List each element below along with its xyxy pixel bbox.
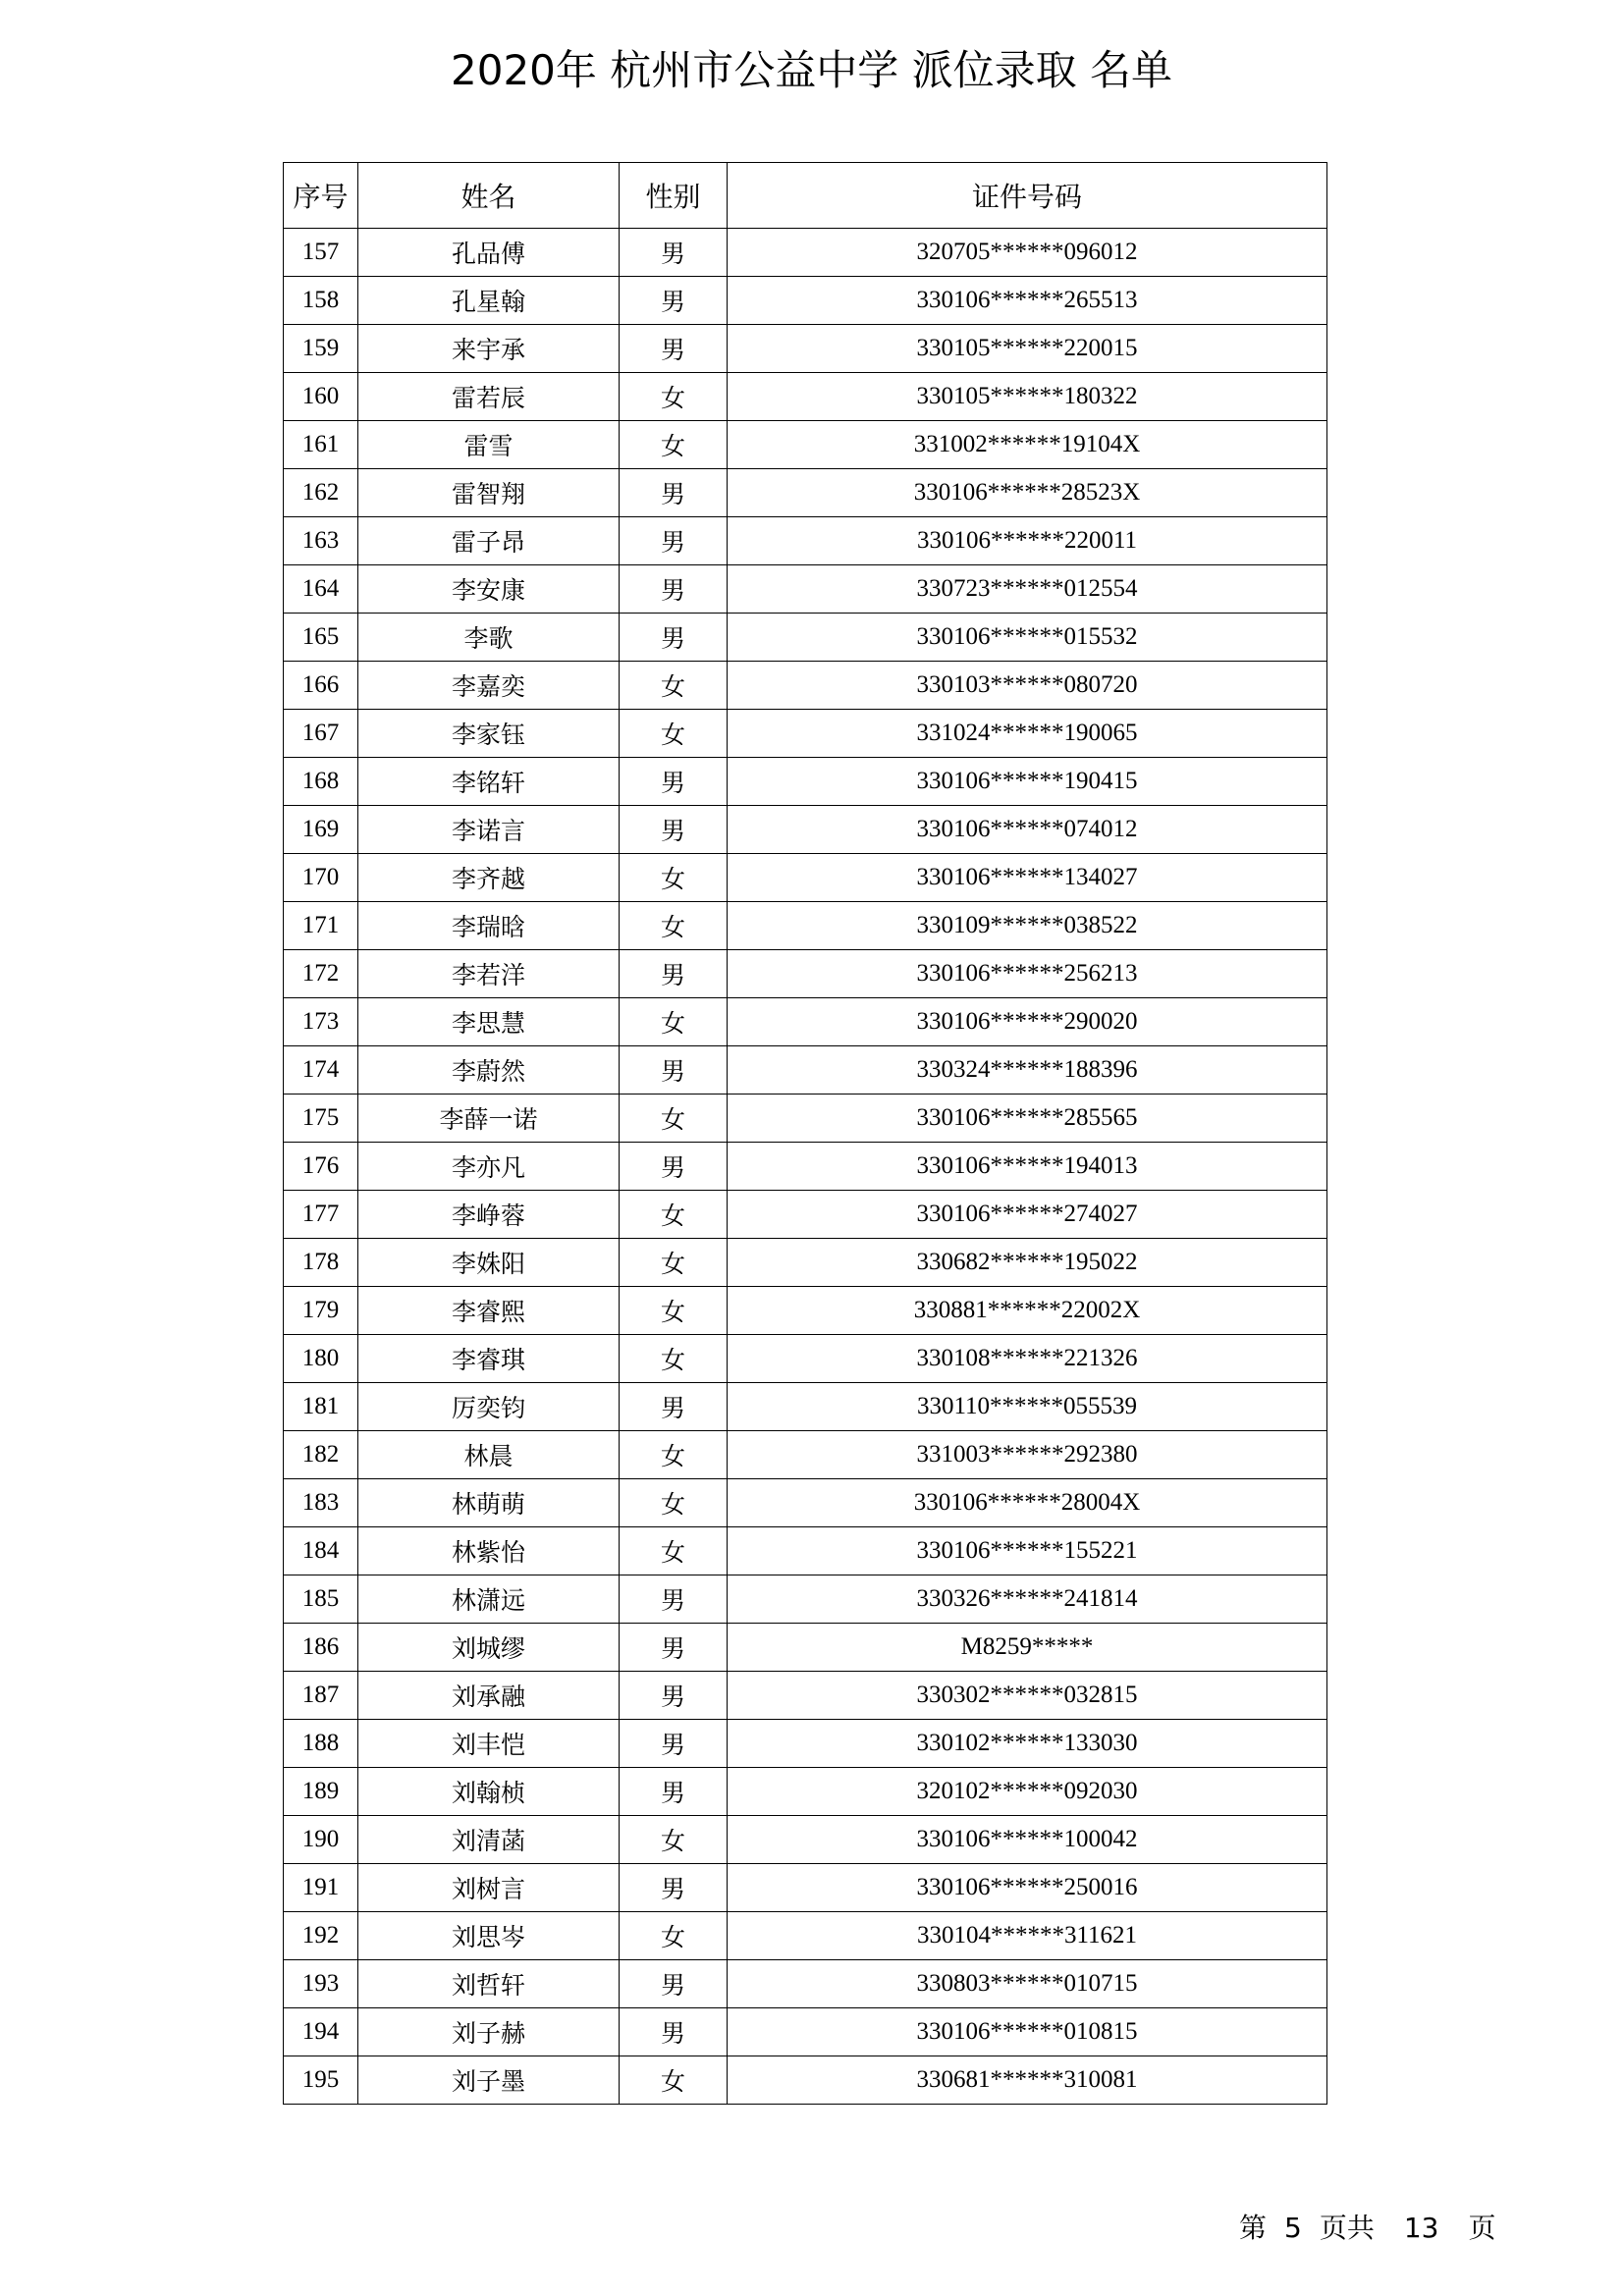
row-gender: 女 — [620, 1816, 728, 1864]
row-gender: 女 — [620, 1335, 728, 1383]
row-gender: 男 — [620, 1864, 728, 1912]
table-row — [284, 1431, 1327, 1479]
row-gender: 男 — [620, 469, 728, 517]
row-name: 刘清菡 — [358, 1816, 620, 1864]
row-id-number: 320705******096012 — [728, 229, 1327, 277]
table-row — [284, 1816, 1327, 1864]
row-seq: 187 — [284, 1672, 358, 1720]
row-id-number: 330106******010815 — [728, 2008, 1327, 2056]
row-name: 李安康 — [358, 565, 620, 614]
header-seq: 序号 — [284, 163, 358, 229]
row-id-number: 330682******195022 — [728, 1239, 1327, 1287]
row-name: 李瑞晗 — [358, 902, 620, 950]
row-gender: 男 — [620, 758, 728, 806]
row-seq: 172 — [284, 950, 358, 998]
header-name: 姓名 — [358, 163, 620, 229]
table-row — [284, 373, 1327, 421]
row-name: 林潇远 — [358, 1575, 620, 1624]
table-row — [284, 1527, 1327, 1575]
row-seq: 182 — [284, 1431, 358, 1479]
table-row — [284, 1095, 1327, 1143]
table-row — [284, 2008, 1327, 2056]
row-seq: 171 — [284, 902, 358, 950]
row-name: 刘城缪 — [358, 1624, 620, 1672]
row-id-number: 330881******22002X — [728, 1287, 1327, 1335]
row-gender: 女 — [620, 1527, 728, 1575]
table-row — [284, 517, 1327, 565]
row-seq: 183 — [284, 1479, 358, 1527]
row-name: 李亦凡 — [358, 1143, 620, 1191]
row-id-number: 330105******220015 — [728, 325, 1327, 373]
row-id-number: 330106******194013 — [728, 1143, 1327, 1191]
row-seq: 189 — [284, 1768, 358, 1816]
row-name: 刘子赫 — [358, 2008, 620, 2056]
row-id-number: 331024******190065 — [728, 710, 1327, 758]
row-gender: 男 — [620, 565, 728, 614]
row-name: 李歌 — [358, 614, 620, 662]
row-seq: 164 — [284, 565, 358, 614]
row-name: 李嘉奕 — [358, 662, 620, 710]
table-row — [284, 902, 1327, 950]
row-id-number: M8259***** — [728, 1624, 1327, 1672]
row-gender: 女 — [620, 2056, 728, 2105]
row-gender: 男 — [620, 517, 728, 565]
row-id-number: 330106******015532 — [728, 614, 1327, 662]
row-seq: 178 — [284, 1239, 358, 1287]
table-row — [284, 1575, 1327, 1624]
row-seq: 195 — [284, 2056, 358, 2105]
row-id-number: 330106******256213 — [728, 950, 1327, 998]
table-row — [284, 662, 1327, 710]
table-row — [284, 421, 1327, 469]
row-id-number: 330106******285565 — [728, 1095, 1327, 1143]
row-seq: 185 — [284, 1575, 358, 1624]
row-seq: 191 — [284, 1864, 358, 1912]
row-id-number: 330103******080720 — [728, 662, 1327, 710]
row-seq: 181 — [284, 1383, 358, 1431]
table-row — [284, 229, 1327, 277]
row-gender: 女 — [620, 1095, 728, 1143]
row-name: 林晨 — [358, 1431, 620, 1479]
row-name: 林紫怡 — [358, 1527, 620, 1575]
row-gender: 女 — [620, 902, 728, 950]
row-name: 李蔚然 — [358, 1046, 620, 1095]
table-row — [284, 469, 1327, 517]
row-gender: 女 — [620, 1239, 728, 1287]
row-seq: 159 — [284, 325, 358, 373]
row-name: 刘树言 — [358, 1864, 620, 1912]
row-gender: 女 — [620, 1287, 728, 1335]
row-gender: 女 — [620, 998, 728, 1046]
row-seq: 167 — [284, 710, 358, 758]
table-row — [284, 758, 1327, 806]
table-row — [284, 1912, 1327, 1960]
row-seq: 165 — [284, 614, 358, 662]
table-row — [284, 1335, 1327, 1383]
table-row — [284, 1864, 1327, 1912]
row-gender: 男 — [620, 1720, 728, 1768]
row-id-number: 330106******100042 — [728, 1816, 1327, 1864]
row-gender: 女 — [620, 1479, 728, 1527]
admission-roster-table — [283, 162, 1327, 2105]
row-gender: 男 — [620, 1672, 728, 1720]
table-row — [284, 710, 1327, 758]
row-gender: 男 — [620, 806, 728, 854]
row-gender: 男 — [620, 1624, 728, 1672]
table-row — [284, 1672, 1327, 1720]
row-id-number: 330110******055539 — [728, 1383, 1327, 1431]
row-name: 李思慧 — [358, 998, 620, 1046]
row-id-number: 330106******220011 — [728, 517, 1327, 565]
table-row — [284, 854, 1327, 902]
row-name: 李铭轩 — [358, 758, 620, 806]
table-row — [284, 2056, 1327, 2105]
table-header-row — [284, 163, 1327, 229]
row-name: 刘哲轩 — [358, 1960, 620, 2008]
row-id-number: 330102******133030 — [728, 1720, 1327, 1768]
row-id-number: 330109******038522 — [728, 902, 1327, 950]
footer-total-pages: 13 — [1403, 2212, 1439, 2244]
row-gender: 女 — [620, 373, 728, 421]
row-name: 刘子墨 — [358, 2056, 620, 2105]
row-gender: 女 — [620, 1912, 728, 1960]
row-name: 雷子昂 — [358, 517, 620, 565]
row-gender: 男 — [620, 1960, 728, 2008]
row-seq: 166 — [284, 662, 358, 710]
row-id-number: 320102******092030 — [728, 1768, 1327, 1816]
row-gender: 女 — [620, 710, 728, 758]
table-row — [284, 806, 1327, 854]
header-id-number: 证件号码 — [728, 163, 1327, 229]
row-seq: 194 — [284, 2008, 358, 2056]
table-row — [284, 1383, 1327, 1431]
row-gender: 男 — [620, 229, 728, 277]
row-name: 李齐越 — [358, 854, 620, 902]
row-id-number: 330105******180322 — [728, 373, 1327, 421]
row-gender: 男 — [620, 1143, 728, 1191]
row-gender: 男 — [620, 1383, 728, 1431]
row-id-number: 330324******188396 — [728, 1046, 1327, 1095]
row-name: 孔星翰 — [358, 277, 620, 325]
row-seq: 177 — [284, 1191, 358, 1239]
page-title: 2020年 杭州市公益中学 派位录取 名单 — [451, 46, 1172, 94]
table-row — [284, 325, 1327, 373]
table-row — [284, 565, 1327, 614]
row-name: 李睿熙 — [358, 1287, 620, 1335]
row-name: 李诺言 — [358, 806, 620, 854]
row-seq: 180 — [284, 1335, 358, 1383]
row-seq: 158 — [284, 277, 358, 325]
row-gender: 男 — [620, 2008, 728, 2056]
row-name: 雷雪 — [358, 421, 620, 469]
page-footer — [1239, 2207, 1496, 2246]
row-seq: 163 — [284, 517, 358, 565]
footer-suffix: 页 — [1468, 2212, 1496, 2244]
header-gender: 性别 — [620, 163, 728, 229]
row-gender: 男 — [620, 325, 728, 373]
table-row — [284, 1287, 1327, 1335]
row-seq: 174 — [284, 1046, 358, 1095]
row-name: 孔品傅 — [358, 229, 620, 277]
footer-prefix: 第 — [1239, 2212, 1268, 2244]
row-gender: 男 — [620, 1768, 728, 1816]
row-seq: 184 — [284, 1527, 358, 1575]
row-seq: 173 — [284, 998, 358, 1046]
row-name: 刘丰恺 — [358, 1720, 620, 1768]
row-id-number: 331002******19104X — [728, 421, 1327, 469]
row-name: 李睿琪 — [358, 1335, 620, 1383]
row-id-number: 331003******292380 — [728, 1431, 1327, 1479]
row-seq: 170 — [284, 854, 358, 902]
row-name: 来宇承 — [358, 325, 620, 373]
table-row — [284, 1239, 1327, 1287]
table-row — [284, 1143, 1327, 1191]
row-seq: 193 — [284, 1960, 358, 2008]
row-id-number: 330106******155221 — [728, 1527, 1327, 1575]
row-seq: 160 — [284, 373, 358, 421]
row-id-number: 330106******274027 — [728, 1191, 1327, 1239]
row-id-number: 330108******221326 — [728, 1335, 1327, 1383]
table-row — [284, 1624, 1327, 1672]
row-seq: 157 — [284, 229, 358, 277]
row-seq: 190 — [284, 1816, 358, 1864]
row-seq: 175 — [284, 1095, 358, 1143]
row-name: 雷若辰 — [358, 373, 620, 421]
footer-middle: 页共 — [1319, 2212, 1375, 2244]
table-row — [284, 1960, 1327, 2008]
table-row — [284, 950, 1327, 998]
row-name: 李若洋 — [358, 950, 620, 998]
table-body — [284, 229, 1327, 2105]
table-row — [284, 277, 1327, 325]
row-name: 林萌萌 — [358, 1479, 620, 1527]
row-name: 李家钰 — [358, 710, 620, 758]
row-name: 李薛一诺 — [358, 1095, 620, 1143]
row-seq: 192 — [284, 1912, 358, 1960]
row-id-number: 330106******290020 — [728, 998, 1327, 1046]
row-id-number: 330681******310081 — [728, 2056, 1327, 2105]
row-id-number: 330106******28523X — [728, 469, 1327, 517]
row-name: 李姝阳 — [358, 1239, 620, 1287]
row-seq: 176 — [284, 1143, 358, 1191]
row-id-number: 330723******012554 — [728, 565, 1327, 614]
row-name: 刘承融 — [358, 1672, 620, 1720]
row-gender: 女 — [620, 1431, 728, 1479]
row-id-number: 330104******311621 — [728, 1912, 1327, 1960]
row-id-number: 330302******032815 — [728, 1672, 1327, 1720]
row-gender: 男 — [620, 614, 728, 662]
footer-current-page: 5 — [1284, 2212, 1302, 2244]
row-id-number: 330106******190415 — [728, 758, 1327, 806]
row-seq: 188 — [284, 1720, 358, 1768]
row-gender: 男 — [620, 1046, 728, 1095]
row-gender: 男 — [620, 950, 728, 998]
row-seq: 168 — [284, 758, 358, 806]
table-row — [284, 1191, 1327, 1239]
row-gender: 女 — [620, 662, 728, 710]
table-row — [284, 1768, 1327, 1816]
row-id-number: 330803******010715 — [728, 1960, 1327, 2008]
table-row — [284, 614, 1327, 662]
row-id-number: 330326******241814 — [728, 1575, 1327, 1624]
table-row — [284, 998, 1327, 1046]
row-seq: 162 — [284, 469, 358, 517]
row-seq: 169 — [284, 806, 358, 854]
table-row — [284, 1479, 1327, 1527]
row-gender: 女 — [620, 854, 728, 902]
row-gender: 女 — [620, 1191, 728, 1239]
table-row — [284, 1720, 1327, 1768]
row-id-number: 330106******265513 — [728, 277, 1327, 325]
row-gender: 男 — [620, 1575, 728, 1624]
row-name: 雷智翔 — [358, 469, 620, 517]
row-id-number: 330106******250016 — [728, 1864, 1327, 1912]
row-id-number: 330106******134027 — [728, 854, 1327, 902]
table-row — [284, 1046, 1327, 1095]
row-name: 李峥蓉 — [358, 1191, 620, 1239]
row-gender: 女 — [620, 421, 728, 469]
row-id-number: 330106******28004X — [728, 1479, 1327, 1527]
row-seq: 179 — [284, 1287, 358, 1335]
row-seq: 186 — [284, 1624, 358, 1672]
row-name: 厉奕钧 — [358, 1383, 620, 1431]
row-gender: 男 — [620, 277, 728, 325]
row-seq: 161 — [284, 421, 358, 469]
row-name: 刘思岑 — [358, 1912, 620, 1960]
row-name: 刘翰桢 — [358, 1768, 620, 1816]
row-id-number: 330106******074012 — [728, 806, 1327, 854]
